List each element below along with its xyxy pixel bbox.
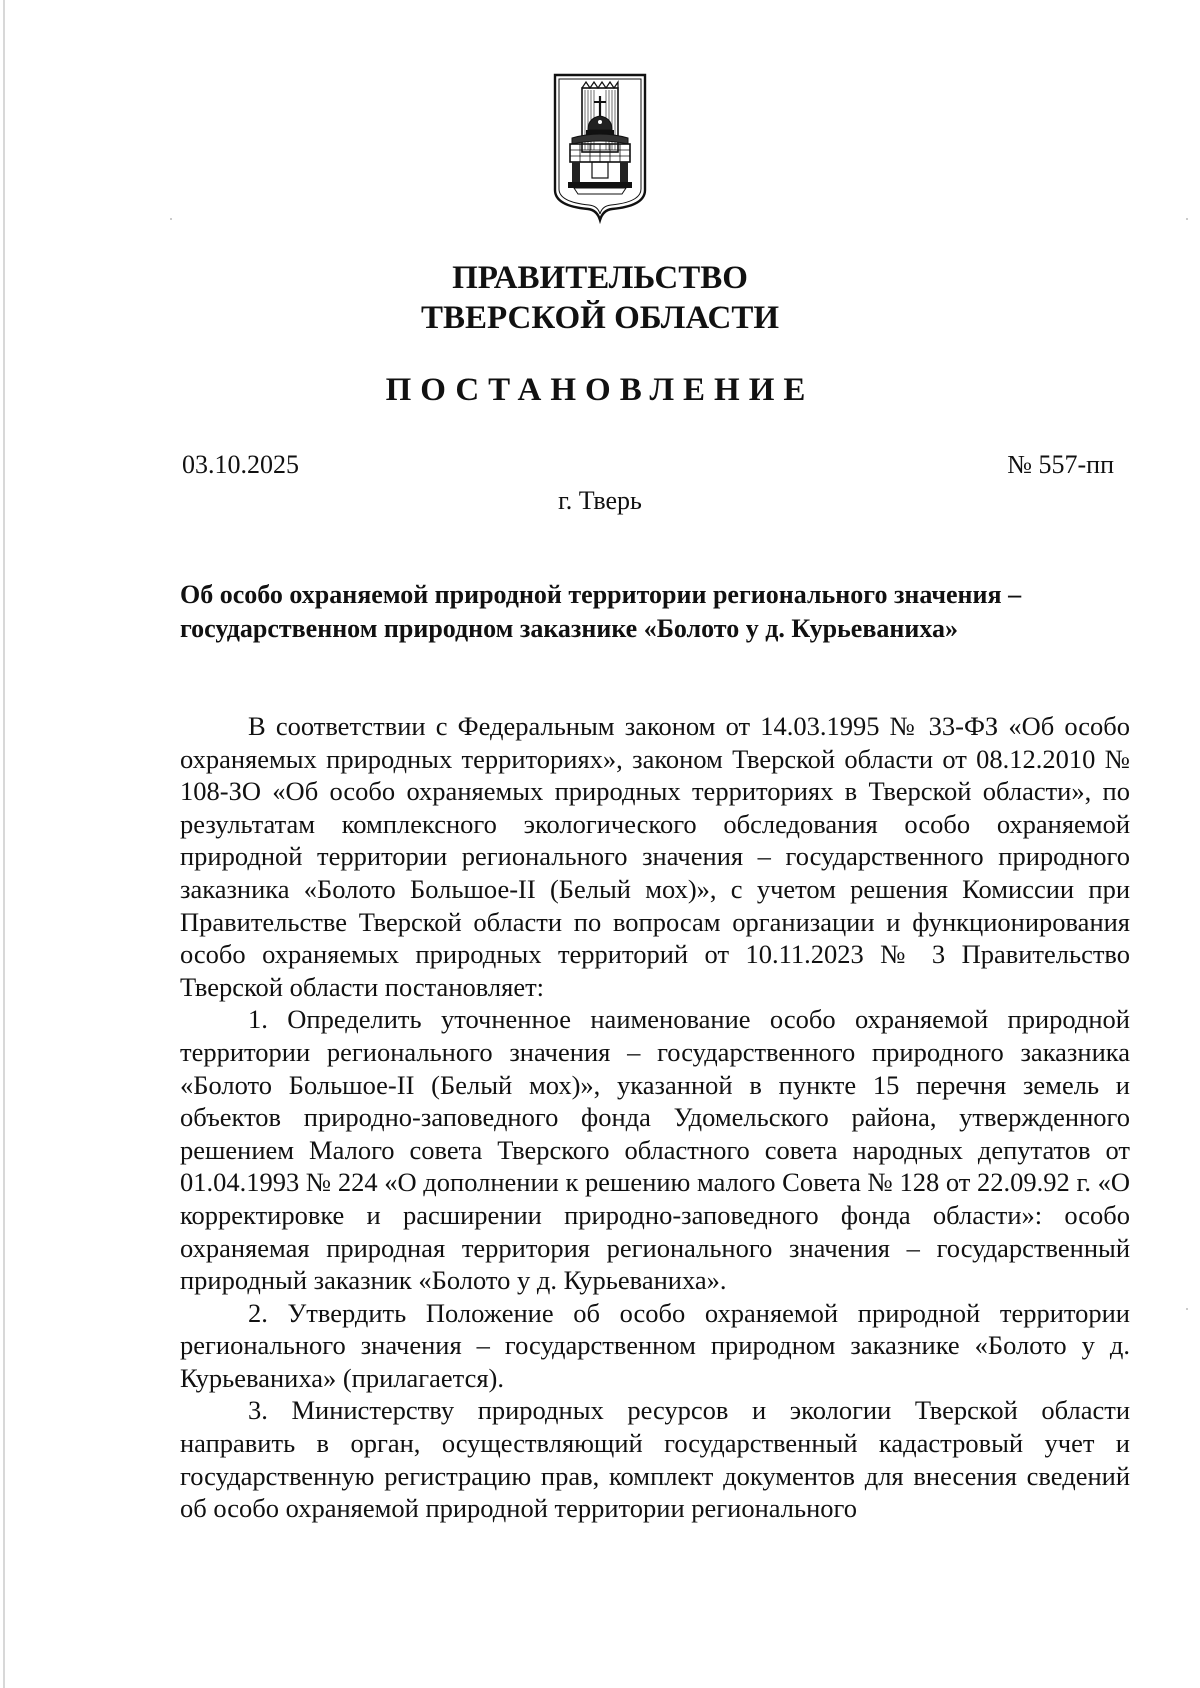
preamble-paragraph: В соответствии с Федеральным законом от 14.03.1995 № 33-ФЗ «Об особо охраняемых природных территориях», законом Тверской области от 08.12.2010 № 108-ЗО «Об особо охраняемых природных территориях в Тверской области», по результатам комплексного экологического обследования особо охраняемой природной территории регионального значения – государственного природного заказника «Болото Большое-II (Белый мох)», с учетом решения Комиссии при Правительстве Тверской области по вопросам организации и функционирования особо охраняемых природных территорий от 10.11.2023 № 3 Правительство Тверской области постановляет: bbox=[180, 711, 1130, 1002]
document-body bbox=[180, 710, 1130, 1525]
document-title bbox=[180, 578, 1130, 646]
government-title-line1: ПРАВИТЕЛЬСТВО bbox=[452, 260, 748, 296]
scan-edge-line bbox=[3, 0, 5, 1688]
item-2-paragraph: 2. Утвердить Положение об особо охраняемой природной территории регионального значения – государственном природном заказнике «Болото у д. Курьеваниха» (прилагается). bbox=[180, 1297, 1130, 1393]
decree-date: 03.10.2025 bbox=[182, 450, 299, 479]
document-title-line2: государственном природном заказнике «Болото у д. Курьеваниха» bbox=[180, 614, 958, 643]
government-title-line2: ТВЕРСКОЙ ОБЛАСТИ bbox=[420, 300, 780, 336]
scan-speck bbox=[1186, 218, 1188, 220]
decree-number: № 557-пп bbox=[1007, 450, 1114, 479]
item-1-paragraph: 1. Определить уточненное наименование особо охраняемой природной территории регионального значения – государственного природного заказника «Болото Большое-II (Белый мох)», указанной в пункте 15 перечня земель и объектов природно-заповедного фонда Удомельского района, утвержденного решением Малого совета Тверского областного совета народных депутатов от 01.04.1993 № 224 «О дополнении к решению малого Совета № 128 от 22.09.92 г. «О корректировке и расширении природно-заповедного фонда области»: особо охраняемая природная территория регионального значения – государственный природный заказник «Болото у д. Курьеваниха». bbox=[180, 1004, 1130, 1296]
item-3-paragraph: 3. Министерству природных ресурсов и экологии Тверской области направить в орган, осуществляющий государственный кадастровый учет и государственную регистрацию прав, комплект документов для внесения сведений об особо охраняемой природной территории регионального bbox=[180, 1395, 1130, 1524]
scan-speck bbox=[170, 218, 172, 220]
coat-of-arms-icon bbox=[552, 72, 648, 224]
scan-speck bbox=[1186, 1308, 1188, 1310]
decree-heading: ПОСТАНОВЛЕНИЕ bbox=[385, 372, 815, 408]
document-title-line1: Об особо охраняемой природной территории регионального значения – bbox=[180, 580, 1022, 609]
decree-city: г. Тверь bbox=[558, 486, 642, 515]
